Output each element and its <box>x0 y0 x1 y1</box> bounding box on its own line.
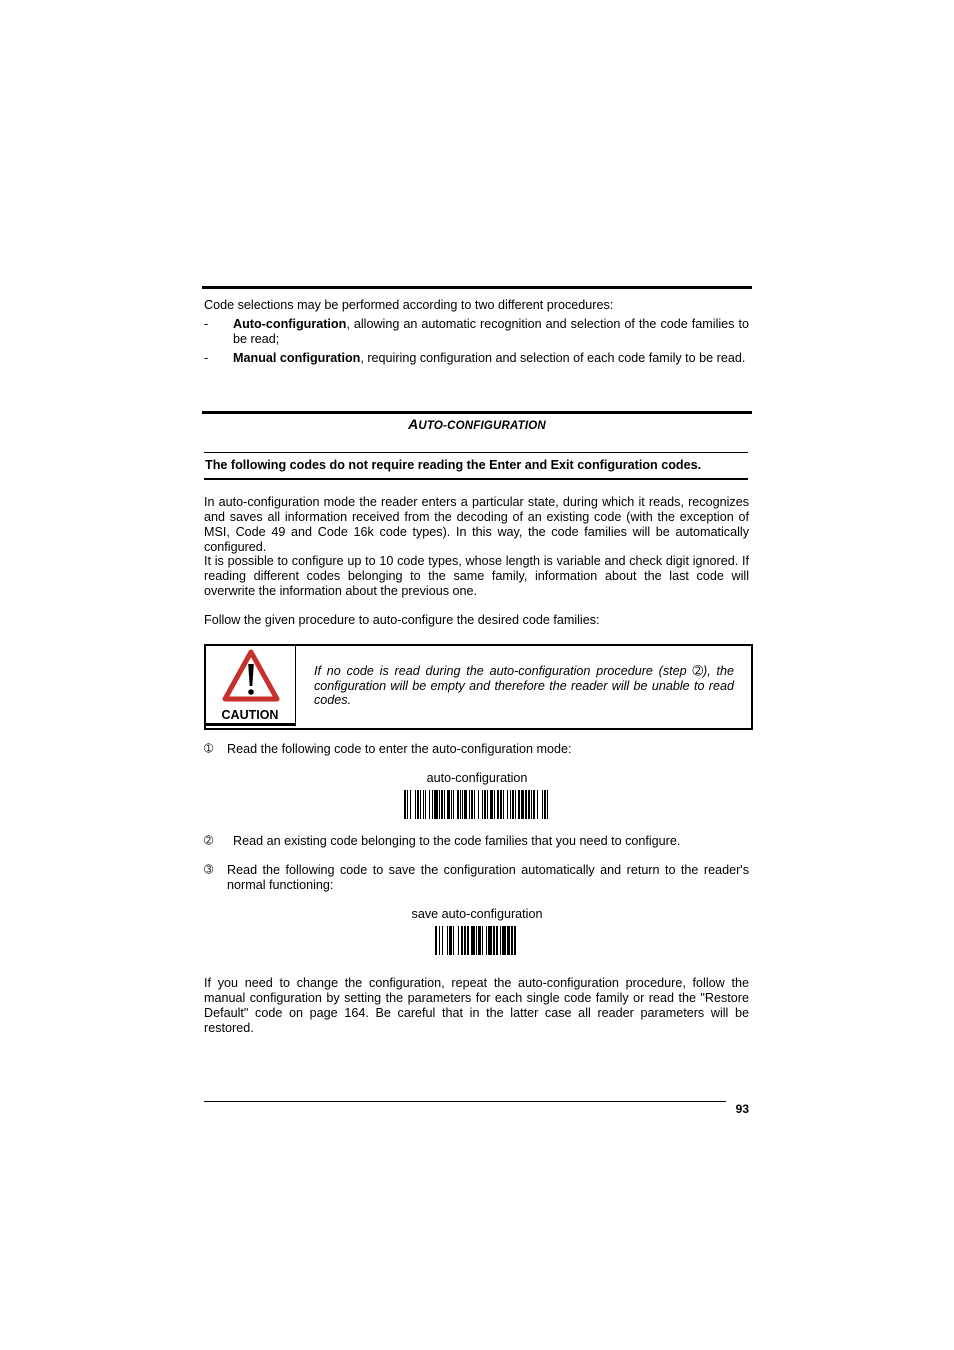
barcode-bar <box>415 790 416 819</box>
list-item-manual <box>204 351 749 383</box>
barcode-bar <box>434 790 437 819</box>
list-item-auto <box>204 317 749 349</box>
barcode-bar <box>482 790 483 819</box>
list-dash: - <box>204 317 209 331</box>
barcode-bar <box>531 790 532 819</box>
barcode-bar <box>417 790 419 819</box>
barcode-bar <box>487 790 488 819</box>
list-dash: - <box>204 351 209 365</box>
section-title-rest: UTO-CONFIGURATION <box>418 420 546 432</box>
caution-panel <box>206 646 296 726</box>
barcode-bar <box>525 790 527 819</box>
barcode-bar <box>503 790 504 819</box>
barcode-bar <box>442 926 443 955</box>
barcode-bar <box>464 926 466 955</box>
barcode-bar <box>469 790 470 819</box>
barcode-bar <box>478 790 479 819</box>
barcode-bar <box>507 926 509 955</box>
body-para-3: Follow the given procedure to auto-configure the desired code families: <box>204 613 600 627</box>
barcode-bar <box>444 790 445 819</box>
barcode-bar <box>484 790 486 819</box>
barcode-bar <box>439 790 440 819</box>
barcode-bar <box>407 790 408 819</box>
barcode-bar <box>471 926 475 955</box>
barcode-bar <box>547 790 548 819</box>
warning-triangle-icon <box>222 649 280 703</box>
barcode-bar <box>447 790 450 819</box>
barcode-bar <box>462 790 463 819</box>
barcode-bar <box>449 926 451 955</box>
notice-rule-bottom <box>204 478 748 480</box>
barcode-bar <box>435 926 437 955</box>
barcode-bar <box>518 790 519 819</box>
barcode-bar <box>533 790 535 819</box>
footer-rule <box>204 1101 726 1102</box>
barcode-bar <box>451 790 452 819</box>
barcode-bar <box>460 790 461 819</box>
barcode-bar <box>425 790 426 819</box>
barcode-bar <box>478 926 480 955</box>
step-1 <box>204 742 749 758</box>
caution-label: CAUTION <box>221 708 279 722</box>
barcode-bar <box>447 926 448 955</box>
section-rule-top <box>202 411 752 414</box>
barcode-label-auto: auto-configuration <box>426 771 528 785</box>
step-text: Read the following code to save the configuration automatically and return to the reader's normal functioning: <box>227 863 749 892</box>
barcode-bar <box>439 926 440 955</box>
barcode-bar <box>494 790 495 819</box>
caution-text: If no code is read during the auto-configuration procedure (step ➁), the configuration will be empty and therefore the reader will be unable to read codes. <box>314 664 734 708</box>
barcode-bar <box>496 926 497 955</box>
barcode-bar <box>404 790 406 819</box>
barcode-bar <box>471 790 473 819</box>
step-number: ➀ <box>204 743 214 755</box>
barcode-bar <box>490 790 493 819</box>
barcode-icon[interactable] <box>435 926 518 955</box>
barcode-bar <box>521 790 524 819</box>
step-text: Read the following code to enter the auto-configuration mode: <box>227 742 572 756</box>
barcode-bar <box>453 790 454 819</box>
barcode-bar <box>537 790 538 819</box>
step-number: ➁ <box>204 835 214 847</box>
barcode-bar <box>410 790 411 819</box>
barcode-bar <box>515 790 516 819</box>
barcode-bar <box>500 790 502 819</box>
list-item-bold: Manual configuration <box>233 351 361 365</box>
closing-para: If you need to change the configuration, repeat the auto-configuration procedure, follow the manual configuration by setting the parameters for each single code family or read the "Restore Default" code on page 164. Be careful that in the latter case all reader parameters will be restored. <box>204 976 749 1035</box>
notice-rule-top <box>204 452 748 453</box>
body-para-2: It is possible to configure up to 10 code types, whose length is variable and check digit ignored. If reading different codes belonging to the same family, information about the last code will overwrite the information about the previous one. <box>204 554 749 598</box>
list-item-text <box>233 351 749 366</box>
barcode-bar <box>423 790 424 819</box>
barcode-bar <box>544 790 546 819</box>
barcode-bar <box>453 926 454 955</box>
step-3 <box>204 863 749 895</box>
barcode-bar <box>493 926 495 955</box>
body-para-1: In auto-configuration mode the reader enters a particular state, during which it reads, recognizes and saves all information received from the decoding of an existing code (with the exception of MSI, Code 49 and Code 16k code types). In this way, the code families will be automatically configured. <box>204 495 749 554</box>
barcode-bar <box>510 790 511 819</box>
barcode-bar <box>528 790 530 819</box>
barcode-bar <box>420 790 421 819</box>
list-item-text <box>233 317 749 347</box>
barcode-bar <box>514 926 515 955</box>
barcode-bar <box>482 926 483 955</box>
page-number: 93 <box>735 1102 749 1116</box>
section-title <box>202 416 752 432</box>
barcode-bar <box>461 926 462 955</box>
notice-text: The following codes do not require reading the Enter and Exit configuration codes. <box>205 458 702 472</box>
barcode-bar <box>467 926 468 955</box>
barcode-bar <box>476 926 477 955</box>
top-rule <box>202 286 752 289</box>
barcode-bar <box>432 790 433 819</box>
step-text: Read an existing code belonging to the code families that you need to configure. <box>233 834 681 848</box>
barcode-bar <box>500 926 501 955</box>
section-title-initial: A <box>408 416 419 432</box>
barcode-bar <box>542 790 543 819</box>
barcode-bar <box>457 790 459 819</box>
list-item-bold: Auto-configuration <box>233 317 347 331</box>
barcode-bar <box>441 790 443 819</box>
barcode-label-save: save auto-configuration <box>411 907 543 921</box>
step-number: ➂ <box>204 864 214 876</box>
barcode-bar <box>502 926 506 955</box>
caution-box <box>204 644 753 730</box>
intro-text: Code selections may be performed according to two different procedures: <box>204 298 614 312</box>
list-item-rest: , allowing an automatic recognition and selection of the code families to be read; <box>233 317 749 346</box>
barcode-bar <box>474 790 475 819</box>
barcode-bar <box>488 926 492 955</box>
barcode-bar <box>507 790 508 819</box>
barcode-bar <box>458 926 459 955</box>
step-2 <box>204 834 749 850</box>
barcode-bar <box>429 790 430 819</box>
barcode-bar <box>511 926 513 955</box>
barcode-icon[interactable] <box>404 790 550 819</box>
barcode-bar <box>464 790 467 819</box>
list-item-rest: , requiring configuration and selection of each code family to be read. <box>360 351 746 365</box>
barcode-bar <box>497 790 498 819</box>
barcode-bar <box>486 926 487 955</box>
barcode-bar <box>512 790 514 819</box>
